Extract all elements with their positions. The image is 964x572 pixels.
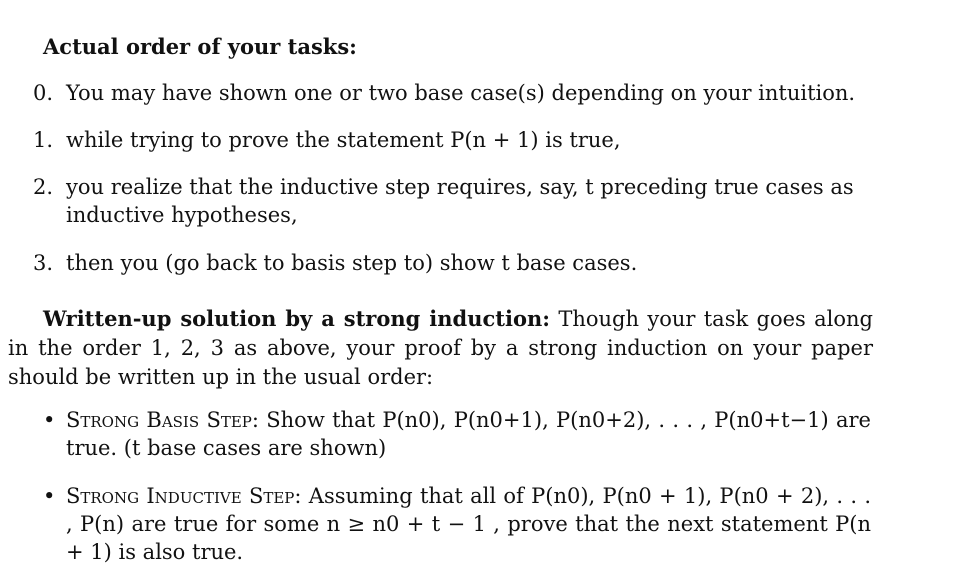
task-number: 0. [33,81,54,105]
bullet-label: Strong Inductive Step: [66,484,302,508]
task-number: 1. [33,128,54,152]
task-number: 3. [33,251,54,275]
task-text: you realize that the inductive step requires, say, t preceding true cases as inductive hypotheses, [66,175,854,227]
task-number: 2. [33,175,54,199]
writeup-text: Though your task goes along in the order 1, 2, 3 as above, your proof by a strong induction on your paper should be written up in the usual order: [8,307,873,389]
bullet-text: Assuming that all of P(n0), P(n0 + 1), P(n0 + 2), . . . , P(n) are true for some n ≥ n0 + t − 1 , prove that the next statement P(n + 1) is also true. [66,484,871,564]
bullet-text: Show that P(n0), P(n0+1), P(n0+2), . . . , P(n0+t−1) are true. (t base cases are shown) [66,408,871,460]
writeup-lead: Written-up solution by a strong induction: [43,306,550,331]
writeup-paragraph [8,304,873,392]
bullet-dot-icon: • [43,484,56,508]
section-heading: Actual order of your tasks: [43,34,357,59]
bullet-dot-icon: • [43,408,56,432]
task-text: You may have shown one or two base case(s) depending on your intuition. [66,81,856,105]
task-text: then you (go back to basis step to) show t base cases. [66,251,638,275]
bullet-label: Strong Basis Step: [66,408,259,432]
task-text: while trying to prove the statement P(n + 1) is true, [66,128,621,152]
